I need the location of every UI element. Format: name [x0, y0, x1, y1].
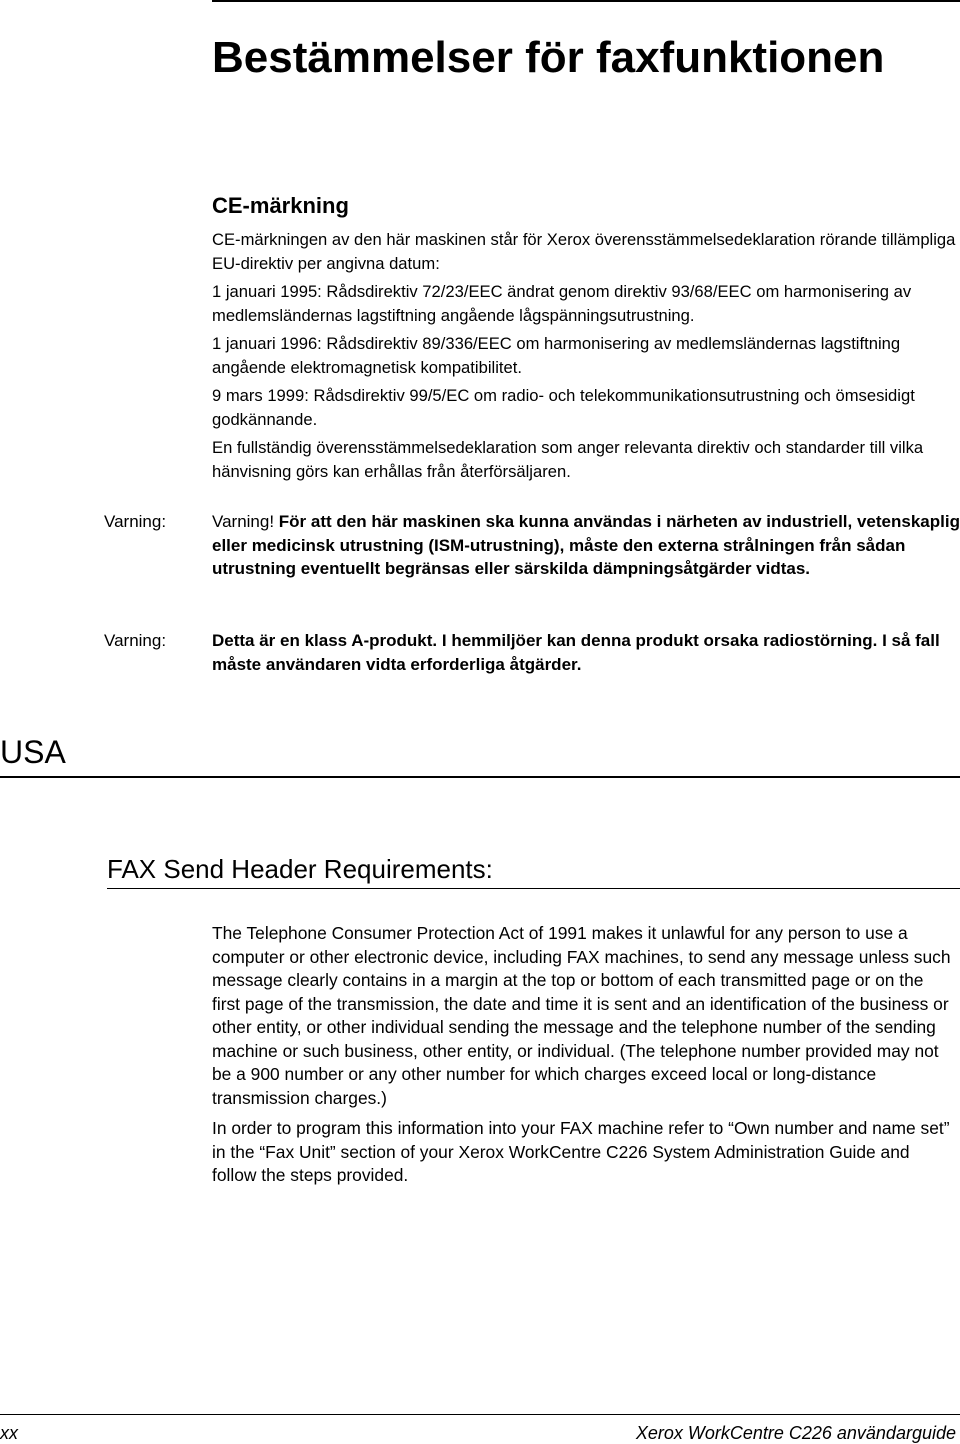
warning-text: Detta är en klass A-produkt. I hemmiljöer kan denna produkt orsaka radiostörning. I så fall måste användaren vidta erforderliga åtgärder. — [212, 631, 940, 674]
page-title: Bestämmelser för faxfunktionen — [212, 33, 885, 82]
usa-heading: USA — [0, 734, 66, 770]
fax-paragraph: In order to program this information into your FAX machine refer to “Own number and name set” in the “Fax Unit” section of your Xerox WorkCentre C226 System Administration Guide and follow the steps provided. — [212, 1118, 950, 1185]
footer-guide-title: Xerox WorkCentre C226 användarguide — [635, 1423, 956, 1443]
fax-header-rule — [107, 888, 960, 889]
ce-paragraph: CE-märkningen av den här maskinen står för Xerox överensstämmelsedeklaration rörande tillämpliga EU-direktiv per angivna datum: — [212, 230, 956, 273]
top-rule — [212, 0, 960, 2]
footer-page-number: xx — [0, 1423, 18, 1443]
warning-text — [212, 510, 960, 581]
fax-paragraph: The Telephone Consumer Protection Act of 1991 makes it unlawful for any person to use a computer or other electronic device, including FAX machines, to send any message unless such message clearly contains in a margin at the top or bottom of each transmitted page or on the first page of the transmission, the date and time it is sent and an identification of the business or other entity, or other individual sending the message and the telephone number of the sending machine or such business, other entity, or individual. (The telephone number provided may not be a 900 number or any other number for which charges exceed local or long-distance transmission charges.) — [212, 923, 951, 1108]
warning-body: För att den här maskinen ska kunna användas i närheten av industriell, vetenskaplig eller medicinsk utrustning (ISM-utrustning), måste den externa strålningen från sådan utrustning eventuellt begränsas eller särskilda dämpningsåtgärder vidtas. — [212, 512, 960, 578]
ce-body — [212, 228, 956, 488]
warning-label: Varning: — [104, 631, 167, 650]
ce-paragraph: En fullständig överensstämmelsedeklaration som anger relevanta direktiv och standarder till vilka hänvisning görs kan erhållas från återförsäljaren. — [212, 438, 924, 481]
ce-heading: CE-märkning — [212, 193, 349, 218]
warning-label: Varning: — [104, 512, 167, 531]
warning-lead: Varning! — [212, 512, 275, 531]
fax-body — [212, 922, 956, 1195]
ce-paragraph: 9 mars 1999: Rådsdirektiv 99/5/EC om radio- och telekommunikationsutrustning och ömsesidigt godkännande. — [212, 386, 915, 429]
ce-paragraph: 1 januari 1996: Rådsdirektiv 89/336/EEC om harmonisering av medlemsländernas lagstiftning angående elektromagnetisk kompatibilitet. — [212, 334, 901, 377]
ce-paragraph: 1 januari 1995: Rådsdirektiv 72/23/EEC ändrat genom direktiv 93/68/EEC om harmonisering av medlemsländernas lagstiftning angående lågspänningsutrustning. — [212, 282, 912, 325]
fax-header-heading: FAX Send Header Requirements: — [107, 854, 493, 884]
usa-rule — [0, 776, 960, 778]
footer-rule — [0, 1414, 960, 1415]
